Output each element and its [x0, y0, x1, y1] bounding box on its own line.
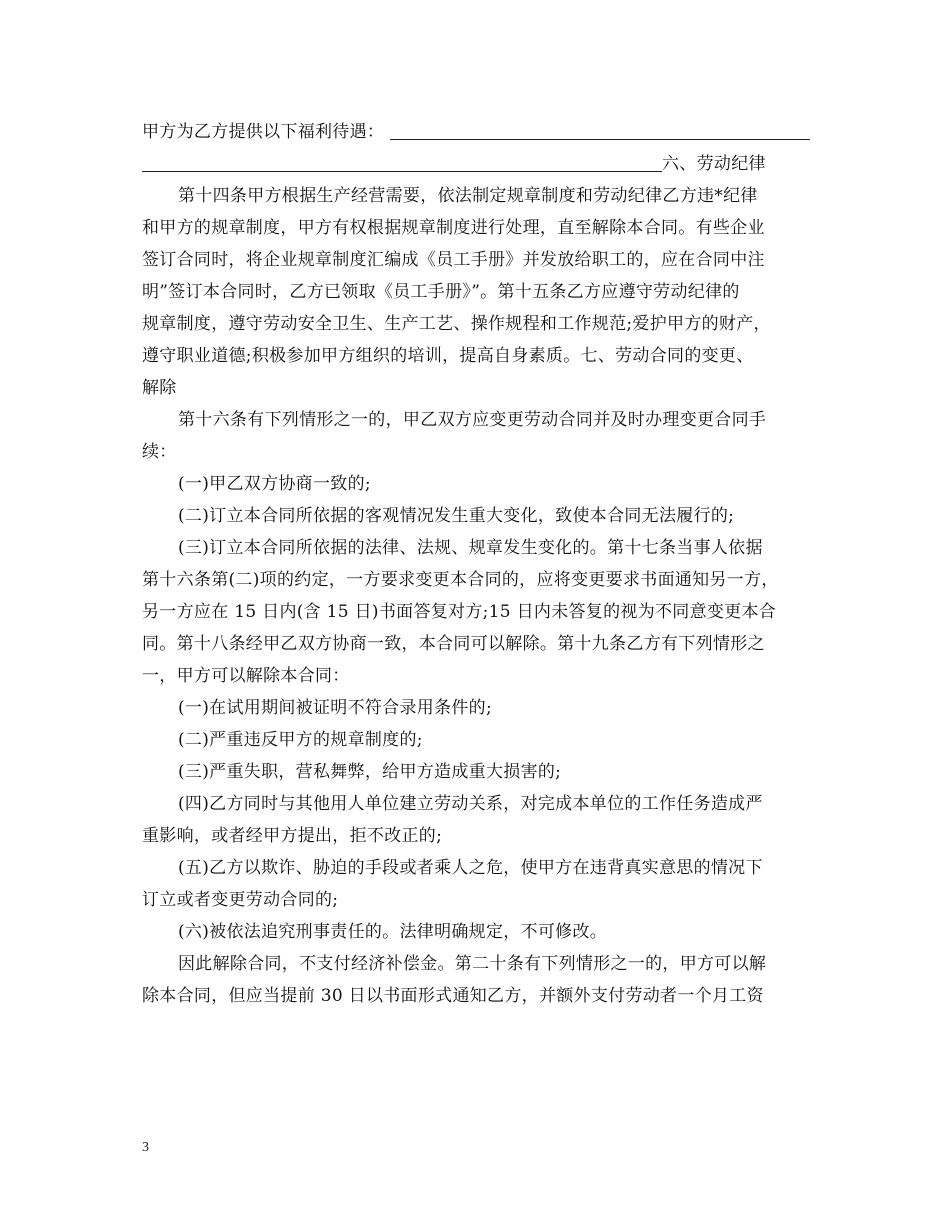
line-text: 遵守职业道德;积极参加甲方组织的培训，提高自身素质。七、劳动合同的变更、	[142, 346, 754, 366]
text-line	[142, 916, 814, 948]
line-text: 订立或者变更劳动合同的;	[142, 890, 339, 910]
text-line	[142, 276, 814, 308]
text-line	[142, 884, 814, 916]
line-text: (三)严重失职，营私舞弊，给甲方造成重大损害的;	[178, 762, 562, 782]
text-line	[142, 628, 814, 660]
text-line	[142, 980, 814, 1012]
line-text: 因此解除合同，不支付经济补偿金。第二十条有下列情形之一的，甲方可以解	[178, 954, 767, 974]
line-text: (四)乙方同时与其他用人单位建立劳动关系，对完成本单位的工作任务造成严	[178, 794, 763, 814]
line-text: 解除	[142, 378, 177, 398]
text-line	[142, 212, 814, 244]
text-line	[142, 500, 814, 532]
fill-in-blank[interactable]	[390, 119, 810, 140]
line-text: 甲方为乙方提供以下福利待遇：	[142, 122, 385, 142]
text-line	[142, 852, 814, 884]
text-line	[142, 820, 814, 852]
line-text: 第十六条第(二)项的约定，一方要求变更本合同的，应将变更要求书面通知另一方，	[142, 570, 779, 590]
line-text: 第十四条甲方根据生产经营需要，依法制定规章制度和劳动纪律乙方违*纪律	[178, 186, 758, 206]
text-line	[142, 724, 814, 756]
line-text: (一)在试用期间被证明不符合录用条件的;	[178, 698, 492, 718]
document-body	[142, 116, 814, 1012]
line-text: 一，甲方可以解除本合同：	[142, 666, 350, 686]
text-line	[142, 564, 814, 596]
text-line	[142, 468, 814, 500]
line-text: 另一方应在 15 日内(含 15 日)书面答复对方;15 日内未答复的视为不同意变更本合	[142, 602, 777, 622]
text-line	[142, 180, 814, 212]
line-text: (一)甲乙双方协商一致的;	[178, 474, 371, 494]
text-line	[142, 372, 814, 404]
line-text: (二)严重违反甲方的规章制度的;	[178, 730, 423, 750]
text-line	[142, 532, 814, 564]
line-text: 同。第十八条经甲乙双方协商一致，本合同可以解除。第十九条乙方有下列情形之	[142, 634, 765, 654]
text-line	[142, 116, 814, 148]
line-text: 第十六条有下列情形之一的，甲乙双方应变更劳动合同并及时办理变更合同手	[178, 410, 767, 430]
text-line	[142, 244, 814, 276]
text-line	[142, 308, 814, 340]
line-text: (五)乙方以欺诈、胁迫的手段或者乘人之危，使甲方在违背真实意思的情况下	[178, 858, 763, 878]
text-line	[142, 788, 814, 820]
text-line	[142, 436, 814, 468]
text-line	[142, 404, 814, 436]
text-line	[142, 148, 814, 180]
text-line	[142, 340, 814, 372]
line-text: 重影响，或者经甲方提出，拒不改正的;	[142, 826, 443, 846]
line-text: 签订合同时，将企业规章制度汇编成《员工手册》并发放给职工的，应在合同中注	[142, 250, 765, 270]
text-line	[142, 692, 814, 724]
line-text: 续：	[142, 442, 177, 462]
page-number: 3	[142, 1140, 149, 1155]
line-text: 除本合同，但应当提前 30 日以书面形式通知乙方，并额外支付劳动者一个月工资	[142, 986, 764, 1006]
line-text: (三)订立本合同所依据的法律、法规、规章发生变化的。第十七条当事人依据	[178, 538, 763, 558]
line-text: 六、劳动纪律	[662, 154, 766, 174]
fill-in-blank[interactable]	[142, 151, 662, 172]
line-text: (二)订立本合同所依据的客观情况发生重大变化，致使本合同无法履行的;	[178, 506, 735, 526]
text-line	[142, 596, 814, 628]
line-text: 规章制度，遵守劳动安全卫生、生产工艺、操作规程和工作规范;爱护甲方的财产，	[142, 314, 771, 334]
line-text: 明”签订本合同时，乙方已领取《员工手册》”。第十五条乙方应遵守劳动纪律的	[142, 282, 740, 302]
text-line	[142, 756, 814, 788]
text-line	[142, 660, 814, 692]
text-line	[142, 948, 814, 980]
line-text: (六)被依法追究刑事责任的。法律明确规定，不可修改。	[178, 922, 608, 942]
line-text: 和甲方的规章制度，甲方有权根据规章制度进行处理，直至解除本合同。有些企业	[142, 218, 765, 238]
